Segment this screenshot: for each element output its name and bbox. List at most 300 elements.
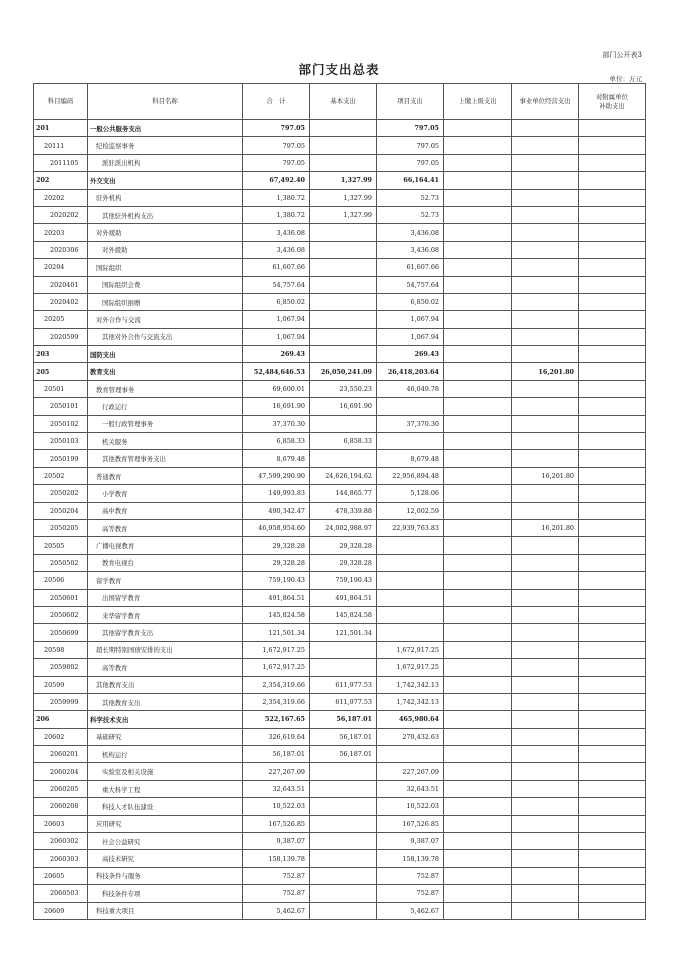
- cell-name: 超长期特别国债安排的支出: [88, 641, 243, 658]
- table-row: [34, 293, 646, 310]
- cell-total: 752.87: [243, 867, 310, 884]
- cell-basic: 759,190.43: [310, 572, 377, 589]
- cell-upper: [444, 120, 512, 137]
- cell-project: 52.73: [377, 189, 444, 206]
- cell-subsidy: [579, 763, 646, 780]
- cell-code: 2020202: [34, 206, 88, 223]
- cell-project: 1,672,917.25: [377, 659, 444, 676]
- cell-project: 61,607.66: [377, 259, 444, 276]
- table-row: [34, 137, 646, 154]
- cell-subsidy: [579, 450, 646, 467]
- cell-business: [512, 224, 579, 241]
- cell-code: 2020599: [34, 328, 88, 345]
- cell-business: [512, 172, 579, 189]
- cell-total: 121,501.34: [243, 624, 310, 641]
- cell-upper: [444, 624, 512, 641]
- column-header-project: 项目支出: [377, 84, 444, 120]
- cell-code: 2050199: [34, 450, 88, 467]
- cell-total: 1,067.94: [243, 311, 310, 328]
- cell-project: 227,267.09: [377, 763, 444, 780]
- cell-business: 16,201.80: [512, 467, 579, 484]
- cell-code: 2060201: [34, 746, 88, 763]
- cell-business: [512, 450, 579, 467]
- cell-business: [512, 746, 579, 763]
- table-row: [34, 624, 646, 641]
- cell-total: 1,067.94: [243, 328, 310, 345]
- cell-subsidy: [579, 172, 646, 189]
- cell-basic: 611,977.53: [310, 693, 377, 710]
- cell-upper: [444, 867, 512, 884]
- cell-project: 66,164.41: [377, 172, 444, 189]
- cell-total: 149,993.83: [243, 485, 310, 502]
- cell-project: 54,757.64: [377, 276, 444, 293]
- cell-basic: 29,328.28: [310, 554, 377, 571]
- cell-upper: [444, 241, 512, 258]
- table-row: [34, 241, 646, 258]
- cell-project: [377, 433, 444, 450]
- cell-project: 1,742,342.13: [377, 693, 444, 710]
- cell-project: [377, 572, 444, 589]
- cell-code: 20603: [34, 815, 88, 832]
- cell-upper: [444, 693, 512, 710]
- cell-business: [512, 659, 579, 676]
- cell-name: 一般公共服务支出: [88, 120, 243, 137]
- table-row: [34, 867, 646, 884]
- cell-business: [512, 624, 579, 641]
- table-row: [34, 711, 646, 728]
- cell-basic: 6,858.33: [310, 433, 377, 450]
- cell-project: 32,643.51: [377, 780, 444, 797]
- cell-subsidy: [579, 120, 646, 137]
- cell-name: 国际组织: [88, 259, 243, 276]
- cell-total: 52,484,646.53: [243, 363, 310, 380]
- cell-name: 重大科学工程: [88, 780, 243, 797]
- cell-subsidy: [579, 850, 646, 867]
- cell-code: 20599: [34, 676, 88, 693]
- table-row: [34, 641, 646, 658]
- cell-basic: [310, 763, 377, 780]
- cell-code: 20505: [34, 537, 88, 554]
- cell-basic: [310, 154, 377, 171]
- cell-code: 2050103: [34, 433, 88, 450]
- cell-upper: [444, 328, 512, 345]
- cell-subsidy: [579, 589, 646, 606]
- cell-basic: [310, 241, 377, 258]
- table-row: [34, 780, 646, 797]
- cell-subsidy: [579, 693, 646, 710]
- cell-code: 20605: [34, 867, 88, 884]
- cell-subsidy: [579, 137, 646, 154]
- cell-code: 2050205: [34, 519, 88, 536]
- cell-subsidy: [579, 641, 646, 658]
- cell-basic: 16,691.90: [310, 398, 377, 415]
- cell-upper: [444, 572, 512, 589]
- cell-name: 国防支出: [88, 346, 243, 363]
- cell-project: 9,387.07: [377, 833, 444, 850]
- table-row: [34, 467, 646, 484]
- cell-total: 490,342.47: [243, 502, 310, 519]
- cell-basic: [310, 276, 377, 293]
- table-row: [34, 328, 646, 345]
- cell-name: 留学教育: [88, 572, 243, 589]
- cell-upper: [444, 746, 512, 763]
- cell-basic: [310, 120, 377, 137]
- cell-code: 2020402: [34, 293, 88, 310]
- cell-subsidy: [579, 711, 646, 728]
- cell-upper: [444, 833, 512, 850]
- cell-total: 32,643.51: [243, 780, 310, 797]
- cell-name: 对外合作与交流: [88, 311, 243, 328]
- cell-subsidy: [579, 189, 646, 206]
- cell-code: 205: [34, 363, 88, 380]
- cell-business: 16,201.80: [512, 363, 579, 380]
- cell-upper: [444, 137, 512, 154]
- cell-project: [377, 554, 444, 571]
- cell-name: 来华留学教育: [88, 606, 243, 623]
- cell-basic: [310, 641, 377, 658]
- cell-basic: [310, 224, 377, 241]
- cell-basic: 56,187.01: [310, 746, 377, 763]
- cell-business: 16,201.80: [512, 519, 579, 536]
- cell-subsidy: [579, 746, 646, 763]
- column-header-total: 合 计: [243, 84, 310, 120]
- cell-subsidy: [579, 902, 646, 919]
- cell-name: 科技人才队伍建设: [88, 798, 243, 815]
- cell-project: 46,049.78: [377, 380, 444, 397]
- cell-business: [512, 780, 579, 797]
- cell-code: 2059999: [34, 693, 88, 710]
- cell-name: 应用研究: [88, 815, 243, 832]
- cell-basic: 1,327.99: [310, 172, 377, 189]
- cell-name: 国际组织会费: [88, 276, 243, 293]
- cell-code: 202: [34, 172, 88, 189]
- cell-total: 1,380.72: [243, 189, 310, 206]
- cell-name: 基础研究: [88, 728, 243, 745]
- table-row: [34, 902, 646, 919]
- cell-total: 158,139.78: [243, 850, 310, 867]
- cell-basic: [310, 137, 377, 154]
- cell-total: 3,436.08: [243, 224, 310, 241]
- cell-business: [512, 502, 579, 519]
- cell-basic: [310, 346, 377, 363]
- cell-code: 2020401: [34, 276, 88, 293]
- cell-business: [512, 120, 579, 137]
- cell-subsidy: [579, 606, 646, 623]
- table-row: [34, 154, 646, 171]
- cell-business: [512, 206, 579, 223]
- cell-subsidy: [579, 885, 646, 902]
- cell-project: 269.43: [377, 346, 444, 363]
- cell-upper: [444, 346, 512, 363]
- cell-business: [512, 885, 579, 902]
- cell-upper: [444, 780, 512, 797]
- cell-business: [512, 711, 579, 728]
- cell-basic: 24,626,194.62: [310, 467, 377, 484]
- cell-basic: [310, 833, 377, 850]
- cell-subsidy: [579, 728, 646, 745]
- cell-name: 社会公益研究: [88, 833, 243, 850]
- cell-code: 20502: [34, 467, 88, 484]
- cell-project: 52.73: [377, 206, 444, 223]
- cell-upper: [444, 467, 512, 484]
- cell-total: 491,864.51: [243, 589, 310, 606]
- cell-code: 2020306: [34, 241, 88, 258]
- table-row: [34, 363, 646, 380]
- table-row: [34, 259, 646, 276]
- cell-total: 522,167.65: [243, 711, 310, 728]
- table-row: [34, 433, 646, 450]
- cell-basic: [310, 815, 377, 832]
- cell-name: 其他教育管理事务支出: [88, 450, 243, 467]
- cell-total: 67,492.40: [243, 172, 310, 189]
- cell-business: [512, 276, 579, 293]
- cell-business: [512, 328, 579, 345]
- cell-code: 20204: [34, 259, 88, 276]
- cell-business: [512, 902, 579, 919]
- cell-business: [512, 537, 579, 554]
- cell-business: [512, 154, 579, 171]
- cell-name: 其他教育支出: [88, 676, 243, 693]
- cell-project: 1,742,342.13: [377, 676, 444, 693]
- cell-code: 2060503: [34, 885, 88, 902]
- cell-total: 797.05: [243, 120, 310, 137]
- cell-basic: [310, 902, 377, 919]
- cell-basic: 611,977.53: [310, 676, 377, 693]
- cell-project: 752.87: [377, 867, 444, 884]
- table-row: [34, 537, 646, 554]
- column-header-business: 事业单位经营支出: [512, 84, 579, 120]
- cell-code: 20205: [34, 311, 88, 328]
- cell-total: 29,328.28: [243, 537, 310, 554]
- cell-total: 3,436.08: [243, 241, 310, 258]
- cell-subsidy: [579, 346, 646, 363]
- cell-code: 2060204: [34, 763, 88, 780]
- cell-subsidy: [579, 554, 646, 571]
- cell-total: 2,354,319.66: [243, 693, 310, 710]
- cell-name: 广播电视教育: [88, 537, 243, 554]
- cell-subsidy: [579, 224, 646, 241]
- cell-upper: [444, 380, 512, 397]
- cell-subsidy: [579, 398, 646, 415]
- cell-code: 20602: [34, 728, 88, 745]
- page-title: 部门支出总表: [298, 62, 380, 77]
- cell-project: 167,526.85: [377, 815, 444, 832]
- cell-project: 1,067.94: [377, 328, 444, 345]
- cell-project: [377, 624, 444, 641]
- table-row: [34, 763, 646, 780]
- cell-upper: [444, 450, 512, 467]
- cell-business: [512, 311, 579, 328]
- cell-upper: [444, 172, 512, 189]
- expenditure-table: [33, 83, 646, 920]
- table-body: [34, 120, 646, 920]
- cell-subsidy: [579, 154, 646, 171]
- cell-upper: [444, 641, 512, 658]
- column-header-code: 科目编码: [34, 84, 88, 120]
- cell-total: 1,380.72: [243, 206, 310, 223]
- cell-name: 其他驻外机构支出: [88, 206, 243, 223]
- cell-upper: [444, 728, 512, 745]
- table-row: [34, 189, 646, 206]
- cell-name: 驻外机构: [88, 189, 243, 206]
- table-row: [34, 589, 646, 606]
- cell-name: 高技术研究: [88, 850, 243, 867]
- cell-project: [377, 589, 444, 606]
- cell-project: [377, 537, 444, 554]
- cell-code: 2059802: [34, 659, 88, 676]
- cell-name: 科技重大项目: [88, 902, 243, 919]
- cell-project: 26,418,203.64: [377, 363, 444, 380]
- cell-code: 2060205: [34, 780, 88, 797]
- cell-code: 2050602: [34, 606, 88, 623]
- cell-basic: [310, 885, 377, 902]
- cell-project: 5,128.06: [377, 485, 444, 502]
- cell-business: [512, 693, 579, 710]
- cell-basic: 1,327.99: [310, 189, 377, 206]
- cell-subsidy: [579, 659, 646, 676]
- table-row: [34, 815, 646, 832]
- cell-project: 1,067.94: [377, 311, 444, 328]
- cell-basic: [310, 850, 377, 867]
- cell-code: 20506: [34, 572, 88, 589]
- cell-total: 9,387.07: [243, 833, 310, 850]
- table-row: [34, 606, 646, 623]
- cell-upper: [444, 659, 512, 676]
- cell-code: 2011105: [34, 154, 88, 171]
- cell-upper: [444, 763, 512, 780]
- cell-business: [512, 798, 579, 815]
- cell-name: 高中教育: [88, 502, 243, 519]
- cell-basic: 491,864.51: [310, 589, 377, 606]
- cell-code: 2060208: [34, 798, 88, 815]
- cell-name: 纪检监察事务: [88, 137, 243, 154]
- cell-basic: 23,550.23: [310, 380, 377, 397]
- cell-subsidy: [579, 815, 646, 832]
- cell-upper: [444, 815, 512, 832]
- cell-upper: [444, 224, 512, 241]
- cell-project: 5,462.67: [377, 902, 444, 919]
- cell-name: 一般行政管理事务: [88, 415, 243, 432]
- table-row: [34, 172, 646, 189]
- cell-code: 2050101: [34, 398, 88, 415]
- cell-basic: 29,328.28: [310, 537, 377, 554]
- cell-upper: [444, 206, 512, 223]
- cell-total: 227,267.09: [243, 763, 310, 780]
- form-number: 部门公开表3: [602, 51, 642, 59]
- cell-code: 2060303: [34, 850, 88, 867]
- cell-subsidy: [579, 537, 646, 554]
- cell-business: [512, 833, 579, 850]
- cell-total: 6,850.02: [243, 293, 310, 310]
- cell-business: [512, 259, 579, 276]
- cell-subsidy: [579, 867, 646, 884]
- cell-total: 56,187.01: [243, 746, 310, 763]
- cell-subsidy: [579, 833, 646, 850]
- table-row: [34, 450, 646, 467]
- cell-code: 20598: [34, 641, 88, 658]
- table-row: [34, 311, 646, 328]
- cell-subsidy: [579, 502, 646, 519]
- table-row: [34, 850, 646, 867]
- cell-business: [512, 293, 579, 310]
- table-row: [34, 276, 646, 293]
- cell-name: 实验室及相关设施: [88, 763, 243, 780]
- cell-business: [512, 641, 579, 658]
- table-row: [34, 346, 646, 363]
- cell-business: [512, 815, 579, 832]
- cell-upper: [444, 154, 512, 171]
- cell-subsidy: [579, 676, 646, 693]
- cell-name: 普通教育: [88, 467, 243, 484]
- cell-total: 46,958,954.60: [243, 519, 310, 536]
- cell-business: [512, 589, 579, 606]
- cell-business: [512, 728, 579, 745]
- cell-basic: [310, 259, 377, 276]
- cell-basic: 24,002,988.97: [310, 519, 377, 536]
- cell-basic: 56,187.01: [310, 728, 377, 745]
- cell-name: 科学技术支出: [88, 711, 243, 728]
- cell-business: [512, 867, 579, 884]
- cell-subsidy: [579, 328, 646, 345]
- cell-upper: [444, 293, 512, 310]
- cell-name: 外交支出: [88, 172, 243, 189]
- cell-name: 机构运行: [88, 746, 243, 763]
- cell-upper: [444, 398, 512, 415]
- cell-basic: 1,327.99: [310, 206, 377, 223]
- cell-upper: [444, 259, 512, 276]
- table-row: [34, 120, 646, 137]
- cell-upper: [444, 676, 512, 693]
- cell-upper: [444, 519, 512, 536]
- cell-project: 797.05: [377, 120, 444, 137]
- cell-upper: [444, 311, 512, 328]
- cell-upper: [444, 363, 512, 380]
- cell-name: 高等教育: [88, 519, 243, 536]
- cell-basic: [310, 659, 377, 676]
- cell-project: 797.05: [377, 137, 444, 154]
- column-header-name: 科目名称: [88, 84, 243, 120]
- cell-business: [512, 137, 579, 154]
- cell-project: 270,432.63: [377, 728, 444, 745]
- cell-subsidy: [579, 780, 646, 797]
- cell-basic: 121,501.34: [310, 624, 377, 641]
- table-row: [34, 572, 646, 589]
- cell-total: 5,462.67: [243, 902, 310, 919]
- cell-basic: [310, 293, 377, 310]
- cell-subsidy: [579, 206, 646, 223]
- cell-subsidy: [579, 572, 646, 589]
- cell-code: 2050699: [34, 624, 88, 641]
- cell-code: 206: [34, 711, 88, 728]
- table-row: [34, 554, 646, 571]
- cell-code: 2050102: [34, 415, 88, 432]
- cell-name: 对外援助: [88, 224, 243, 241]
- cell-project: 37,370.30: [377, 415, 444, 432]
- cell-total: 797.05: [243, 154, 310, 171]
- cell-subsidy: [579, 276, 646, 293]
- cell-project: 3,436.08: [377, 241, 444, 258]
- cell-total: 16,691.90: [243, 398, 310, 415]
- cell-code: 2050202: [34, 485, 88, 502]
- cell-name: 其他留学教育支出: [88, 624, 243, 641]
- column-header-upper: 上缴上级支出: [444, 84, 512, 120]
- cell-code: 20501: [34, 380, 88, 397]
- cell-total: 1,672,917.25: [243, 641, 310, 658]
- cell-code: 2050502: [34, 554, 88, 571]
- cell-project: 158,139.78: [377, 850, 444, 867]
- cell-project: 22,939,763.83: [377, 519, 444, 536]
- cell-subsidy: [579, 485, 646, 502]
